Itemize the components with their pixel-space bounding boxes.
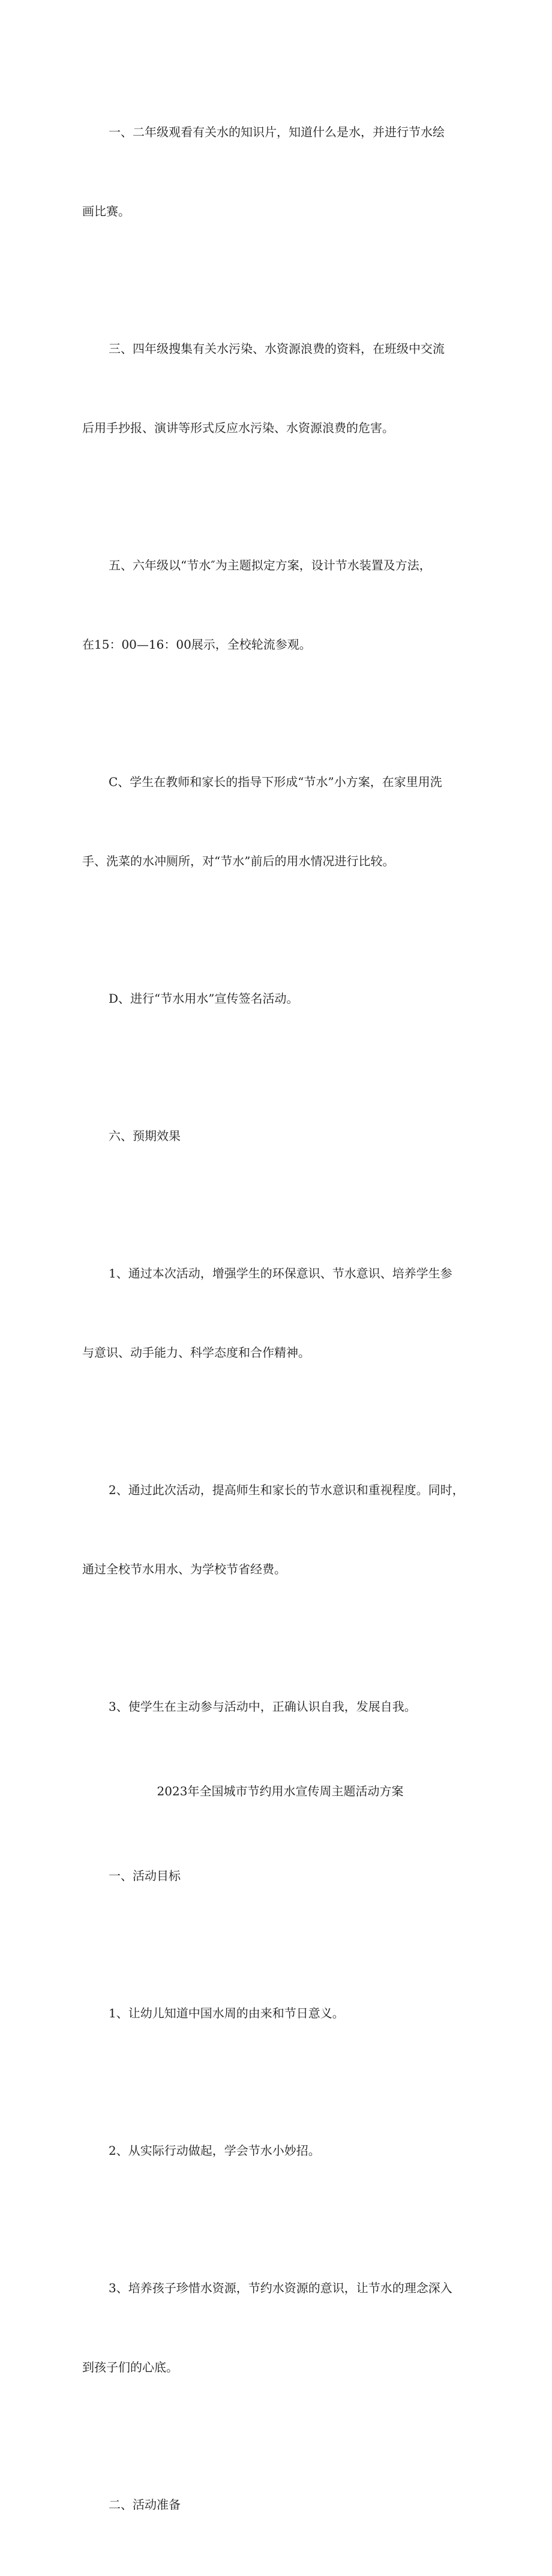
paragraph-line: 通过全校节水用水、为学校节省经费。: [82, 1562, 286, 1576]
paragraph-goal-2: [82, 2085, 478, 2217]
paragraph-line: 3、使学生在主动参与活动中，正确认识自我，发展自我。: [109, 1699, 416, 1714]
paragraph-goal-1: [82, 1947, 478, 2079]
paragraph-item-d: [82, 932, 478, 1064]
paragraph-effect-3: [82, 1641, 478, 1773]
paragraph-line: D、进行“节水用水”宣传签名活动。: [109, 991, 299, 1006]
paragraph-line: 1、让幼儿知道中国水周的由来和节日意义。: [109, 2006, 344, 2020]
paragraph-line: 五、六年级以“节水″为主题拟定方案，设计节水装置及方法，: [109, 558, 431, 572]
paragraph-line: 到孩子们的心底。: [82, 2360, 178, 2374]
paragraph-grade-3-4: [82, 283, 478, 494]
document-title: 2023年全国城市节约用水宣传周主题活动方案: [157, 1784, 404, 1798]
paragraph-effect-2: [82, 1424, 478, 1635]
paragraph-line: 二、活动准备: [109, 2497, 181, 2512]
paragraph-line: 3、培养孩子珍惜水资源，节约水资源的意识，让节水的理念深入: [109, 2281, 452, 2295]
paragraph-effect-1: [82, 1207, 478, 1419]
paragraph-line: 画比赛。: [82, 204, 130, 218]
paragraph-line: 2、从实际行动做起，学会节水小妙招。: [109, 2143, 320, 2158]
paragraph-grade-1-2: [82, 66, 478, 277]
section-heading-activity-goals: [82, 1810, 478, 1942]
paragraph-line: 三、四年级搜集有关水污染、水资源浪费的资料，在班级中交流: [109, 341, 445, 356]
paragraph-line: 手、洗菜的水冲厕所，对“节水”前后的用水情况进行比较。: [82, 854, 395, 868]
paragraph-line: C、学生在教师和家长的指导下形成“节水”小方案，在家里用洗: [109, 775, 442, 789]
paragraph-line: 1、通过本次活动，增强学生的环保意识、节水意识、培养学生参: [109, 1266, 452, 1280]
paragraph-grade-5-6: [82, 499, 478, 710]
paragraph-line: 在15：00—16：00展示，全校轮流参观。: [82, 637, 311, 652]
paragraph-line: 六、预期效果: [109, 1129, 181, 1143]
paragraph-line: 后用手抄报、演讲等形式反应水污染、水资源浪费的危害。: [82, 421, 394, 435]
section-heading-expected-effect: [82, 1070, 478, 1202]
paragraph-item-c: [82, 716, 478, 927]
paragraph-line: 与意识、动手能力、科学态度和合作精神。: [82, 1345, 310, 1360]
paragraph-goal-3: [82, 2222, 478, 2433]
section-heading-activity-prep: [82, 2439, 478, 2571]
paragraph-line: 2、通过此次活动，提高师生和家长的节水意识和重视程度。同时，: [109, 1483, 464, 1497]
paragraph-line: 一、活动目标: [109, 1869, 181, 1883]
paragraph-line: 一、二年级观看有关水的知识片，知道什么是水，并进行节水绘: [109, 125, 445, 139]
document-body: [82, 66, 478, 2576]
